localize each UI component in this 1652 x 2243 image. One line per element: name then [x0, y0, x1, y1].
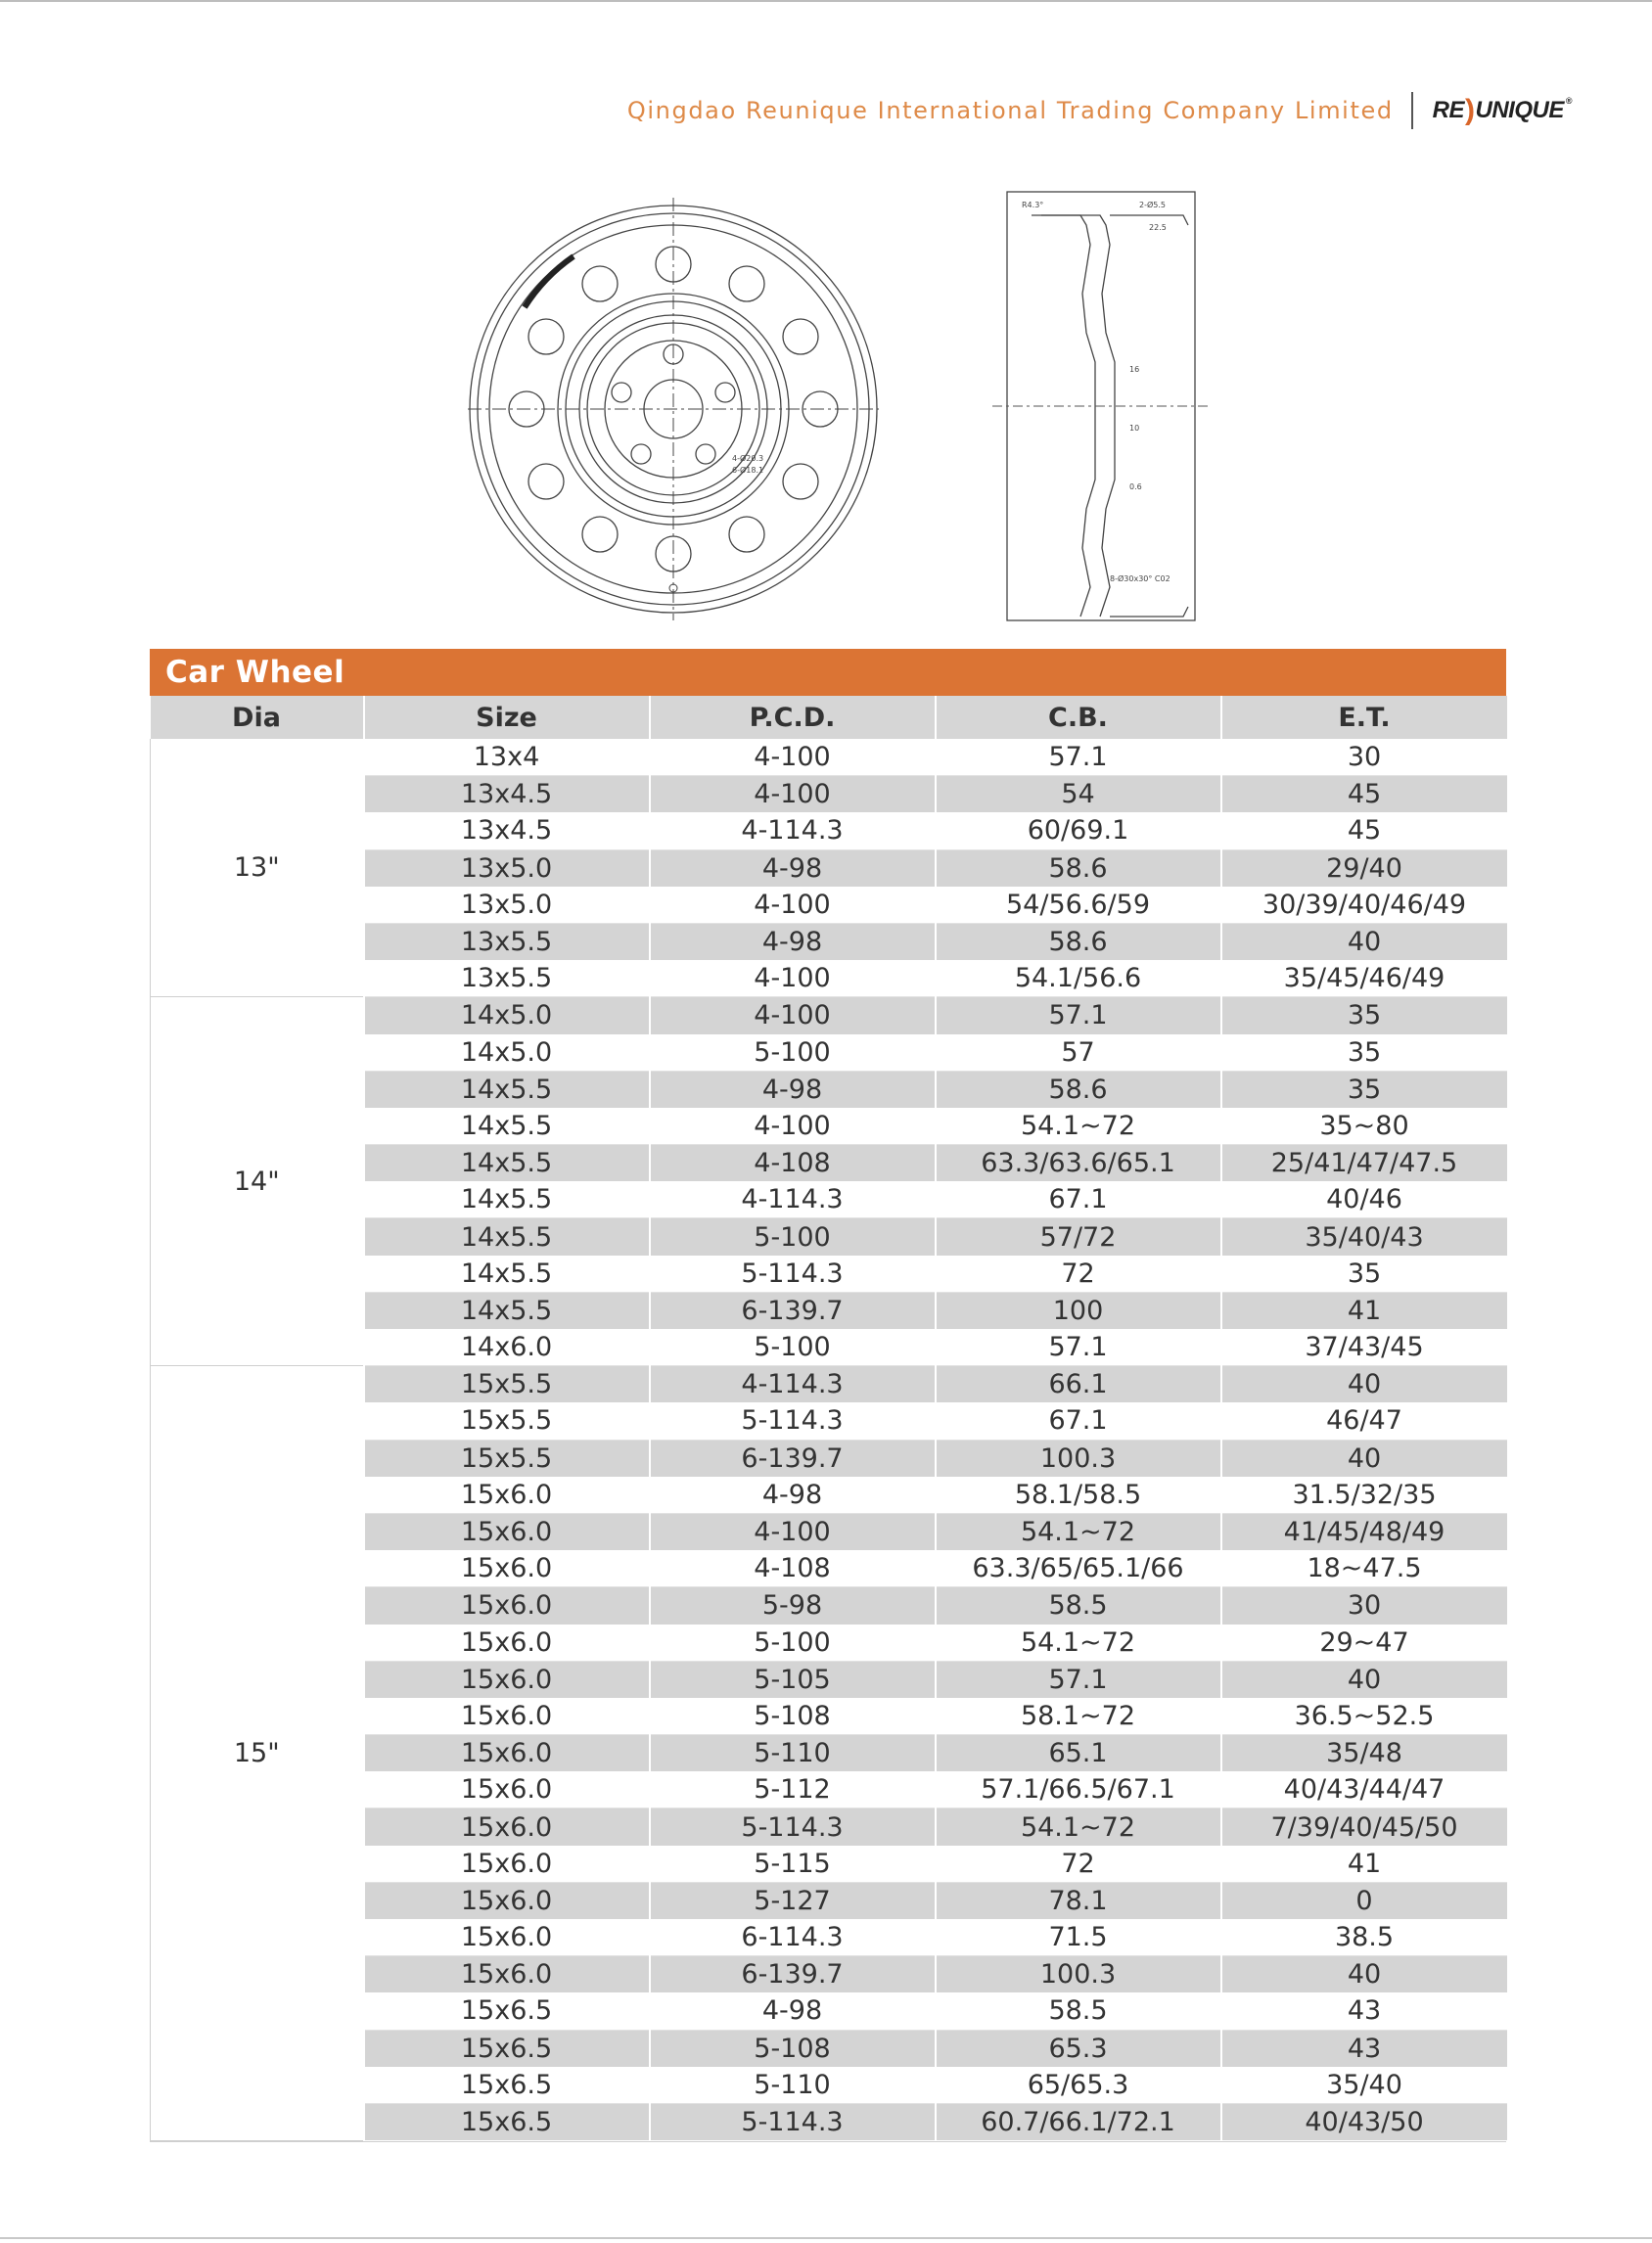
cb-cell: 65.3 — [936, 2030, 1221, 2067]
svg-text:8-Ø30x30° C02: 8-Ø30x30° C02 — [1110, 574, 1170, 583]
size-cell: 15x6.0 — [364, 1698, 650, 1735]
cb-cell: 78.1 — [936, 1882, 1221, 1919]
pcd-cell: 5-100 — [650, 1329, 936, 1366]
size-cell: 15x6.0 — [364, 1956, 650, 1993]
pcd-cell: 4-114.3 — [650, 812, 936, 849]
size-cell: 14x5.5 — [364, 1181, 650, 1218]
et-cell: 31.5/32/35 — [1221, 1477, 1507, 1514]
pcd-cell: 4-100 — [650, 739, 936, 776]
pcd-cell: 5-127 — [650, 1882, 936, 1919]
pcd-cell: 5-100 — [650, 1218, 936, 1256]
pcd-cell: 4-108 — [650, 1145, 936, 1182]
et-cell: 36.5~52.5 — [1221, 1698, 1507, 1735]
size-cell: 13x5.0 — [364, 849, 650, 887]
et-cell: 35/40/43 — [1221, 1218, 1507, 1256]
pcd-cell: 5-98 — [650, 1587, 936, 1625]
cb-cell: 65.1 — [936, 1735, 1221, 1772]
svg-text:2-Ø5.5: 2-Ø5.5 — [1139, 201, 1166, 209]
cb-cell: 100.3 — [936, 1956, 1221, 1993]
cb-cell: 63.3/63.6/65.1 — [936, 1145, 1221, 1182]
cb-cell: 54 — [936, 776, 1221, 813]
size-cell: 13x4.5 — [364, 812, 650, 849]
cb-cell: 100.3 — [936, 1440, 1221, 1477]
car-wheel-spec-table-wrapper — [150, 649, 1506, 2142]
et-cell: 30 — [1221, 1587, 1507, 1625]
et-cell: 46/47 — [1221, 1402, 1507, 1440]
et-cell: 30/39/40/46/49 — [1221, 887, 1507, 924]
size-cell: 13x5.0 — [364, 887, 650, 924]
et-cell: 0 — [1221, 1882, 1507, 1919]
svg-text:16: 16 — [1129, 365, 1140, 374]
et-cell: 40 — [1221, 1956, 1507, 1993]
size-cell: 13x5.5 — [364, 960, 650, 997]
cb-cell: 58.5 — [936, 1587, 1221, 1625]
size-cell: 14x5.0 — [364, 997, 650, 1034]
pcd-cell: 5-110 — [650, 1735, 936, 1772]
cb-cell: 58.6 — [936, 849, 1221, 887]
cb-cell: 57 — [936, 1034, 1221, 1072]
et-cell: 35 — [1221, 1034, 1507, 1072]
size-cell: 14x5.5 — [364, 1108, 650, 1145]
header-divider — [1411, 92, 1413, 129]
pcd-cell: 5-108 — [650, 2030, 936, 2067]
pcd-cell: 4-98 — [650, 923, 936, 960]
size-cell: 15x6.5 — [364, 2030, 650, 2067]
column-header-et: E.T. — [1221, 696, 1507, 739]
svg-text:R4.3°: R4.3° — [1022, 201, 1044, 209]
registered-mark: ® — [1565, 96, 1572, 106]
cb-cell: 72 — [936, 1256, 1221, 1293]
cb-cell: 57/72 — [936, 1218, 1221, 1256]
pcd-cell: 6-114.3 — [650, 1919, 936, 1956]
et-cell: 35~80 — [1221, 1108, 1507, 1145]
logo-text-left: RE — [1432, 97, 1465, 123]
pcd-cell: 5-110 — [650, 2067, 936, 2104]
cb-cell: 57.1/66.5/67.1 — [936, 1771, 1221, 1808]
pcd-cell: 4-98 — [650, 849, 936, 887]
pcd-cell: 5-115 — [650, 1846, 936, 1883]
dia-group-cell: 13" — [151, 739, 364, 997]
size-cell: 15x6.0 — [364, 1625, 650, 1662]
cb-cell: 67.1 — [936, 1181, 1221, 1218]
page-header — [627, 90, 1572, 131]
cb-cell: 54.1~72 — [936, 1808, 1221, 1846]
cb-cell: 54.1/56.6 — [936, 960, 1221, 997]
et-cell: 35/40 — [1221, 2067, 1507, 2104]
pcd-cell: 6-139.7 — [650, 1292, 936, 1329]
column-header-dia: Dia — [151, 696, 364, 739]
top-rule — [0, 0, 1652, 2]
cb-cell: 54/56.6/59 — [936, 887, 1221, 924]
pcd-cell: 4-100 — [650, 776, 936, 813]
cb-cell: 58.1/58.5 — [936, 1477, 1221, 1514]
company-name: Qingdao Reunique International Trading Company Limited — [626, 97, 1394, 124]
car-wheel-spec-table — [150, 696, 1507, 2141]
pcd-cell: 5-114.3 — [650, 1402, 936, 1440]
pcd-cell: 5-112 — [650, 1771, 936, 1808]
pcd-cell: 4-98 — [650, 1477, 936, 1514]
cb-cell: 71.5 — [936, 1919, 1221, 1956]
pcd-cell: 5-105 — [650, 1661, 936, 1698]
table-header-row — [151, 696, 1507, 739]
column-header-pcd: P.C.D. — [650, 696, 936, 739]
svg-text:22.5: 22.5 — [1149, 223, 1167, 232]
cb-cell: 67.1 — [936, 1402, 1221, 1440]
cb-cell: 54.1~72 — [936, 1625, 1221, 1662]
cb-cell: 58.1~72 — [936, 1698, 1221, 1735]
wheel-section-view-drawing — [992, 186, 1210, 626]
size-cell: 15x6.0 — [364, 1477, 650, 1514]
pcd-cell: 4-100 — [650, 960, 936, 997]
cb-cell: 72 — [936, 1846, 1221, 1883]
dia-group-cell: 15" — [151, 1366, 364, 2140]
et-cell: 41 — [1221, 1292, 1507, 1329]
size-cell: 14x5.5 — [364, 1145, 650, 1182]
cb-cell: 57.1 — [936, 1329, 1221, 1366]
et-cell: 41/45/48/49 — [1221, 1513, 1507, 1550]
size-cell: 15x5.5 — [364, 1402, 650, 1440]
dia-group-cell: 14" — [151, 997, 364, 1366]
cb-cell: 66.1 — [936, 1366, 1221, 1403]
pcd-cell: 6-139.7 — [650, 1956, 936, 1993]
cb-cell: 57.1 — [936, 1661, 1221, 1698]
pcd-cell: 4-100 — [650, 997, 936, 1034]
et-cell: 18~47.5 — [1221, 1550, 1507, 1587]
cb-cell: 57.1 — [936, 997, 1221, 1034]
et-cell: 25/41/47/47.5 — [1221, 1145, 1507, 1182]
et-cell: 37/43/45 — [1221, 1329, 1507, 1366]
et-cell: 29~47 — [1221, 1625, 1507, 1662]
size-cell: 15x6.0 — [364, 1846, 650, 1883]
pcd-cell: 5-114.3 — [650, 1256, 936, 1293]
size-cell: 13x4 — [364, 739, 650, 776]
et-cell: 40/43/50 — [1221, 2103, 1507, 2140]
et-cell: 35 — [1221, 997, 1507, 1034]
size-cell: 13x5.5 — [364, 923, 650, 960]
wheel-front-view-drawing — [468, 192, 879, 626]
table-body — [151, 739, 1507, 2140]
bottom-rule — [0, 2237, 1652, 2239]
et-cell: 40/43/44/47 — [1221, 1771, 1507, 1808]
pcd-cell: 5-114.3 — [650, 1808, 936, 1846]
size-cell: 14x5.0 — [364, 1034, 650, 1072]
pcd-cell: 5-108 — [650, 1698, 936, 1735]
cb-cell: 60/69.1 — [936, 812, 1221, 849]
pcd-cell: 5-100 — [650, 1625, 936, 1662]
et-cell: 35/48 — [1221, 1735, 1507, 1772]
size-cell: 15x6.0 — [364, 1735, 650, 1772]
cb-cell: 65/65.3 — [936, 2067, 1221, 2104]
et-cell: 38.5 — [1221, 1919, 1507, 1956]
table-title-banner: Car Wheel — [150, 649, 1506, 696]
cb-cell: 58.5 — [936, 1992, 1221, 2030]
size-cell: 15x6.0 — [364, 1587, 650, 1625]
cb-cell: 63.3/65/65.1/66 — [936, 1550, 1221, 1587]
size-cell: 14x5.5 — [364, 1256, 650, 1293]
et-cell: 7/39/40/45/50 — [1221, 1808, 1507, 1846]
cb-cell: 58.6 — [936, 1071, 1221, 1108]
et-cell: 45 — [1221, 812, 1507, 849]
size-cell: 15x6.0 — [364, 1808, 650, 1846]
pcd-cell: 4-114.3 — [650, 1181, 936, 1218]
pcd-cell: 4-98 — [650, 1071, 936, 1108]
et-cell: 30 — [1221, 739, 1507, 776]
et-cell: 40/46 — [1221, 1181, 1507, 1218]
et-cell: 41 — [1221, 1846, 1507, 1883]
svg-text:0.6: 0.6 — [1129, 482, 1142, 491]
size-cell: 15x5.5 — [364, 1366, 650, 1403]
size-cell: 14x5.5 — [364, 1071, 650, 1108]
pcd-cell: 4-100 — [650, 887, 936, 924]
size-cell: 14x5.5 — [364, 1292, 650, 1329]
size-cell: 15x6.0 — [364, 1771, 650, 1808]
table-row — [151, 1366, 1507, 1403]
cb-cell: 54.1~72 — [936, 1513, 1221, 1550]
size-cell: 14x6.0 — [364, 1329, 650, 1366]
size-cell: 14x5.5 — [364, 1218, 650, 1256]
logo-swoosh-icon: ) — [1465, 94, 1475, 126]
svg-text:6-Ø18.1: 6-Ø18.1 — [732, 466, 764, 475]
size-cell: 15x6.0 — [364, 1661, 650, 1698]
pcd-cell: 5-114.3 — [650, 2103, 936, 2140]
size-cell: 15x6.0 — [364, 1513, 650, 1550]
pcd-cell: 4-98 — [650, 1992, 936, 2030]
size-cell: 15x6.5 — [364, 2103, 650, 2140]
cb-cell: 58.6 — [936, 923, 1221, 960]
pcd-cell: 6-139.7 — [650, 1440, 936, 1477]
size-cell: 15x6.0 — [364, 1550, 650, 1587]
et-cell: 40 — [1221, 1440, 1507, 1477]
et-cell: 45 — [1221, 776, 1507, 813]
pcd-cell: 5-100 — [650, 1034, 936, 1072]
size-cell: 13x4.5 — [364, 776, 650, 813]
cb-cell: 100 — [936, 1292, 1221, 1329]
table-row — [151, 997, 1507, 1034]
size-cell: 15x6.5 — [364, 1992, 650, 2030]
pcd-cell: 4-114.3 — [650, 1366, 936, 1403]
cb-cell: 54.1~72 — [936, 1108, 1221, 1145]
brand-logo — [1433, 96, 1572, 125]
column-header-size: Size — [364, 696, 650, 739]
pcd-cell: 4-100 — [650, 1513, 936, 1550]
svg-text:4-Ø20.3: 4-Ø20.3 — [732, 454, 764, 463]
column-header-cb: C.B. — [936, 696, 1221, 739]
size-cell: 15x5.5 — [364, 1440, 650, 1477]
table-bottom-rule — [150, 2141, 1506, 2142]
logo-text-right: UNIQUE — [1475, 97, 1564, 123]
et-cell: 40 — [1221, 1661, 1507, 1698]
et-cell: 43 — [1221, 1992, 1507, 2030]
pcd-cell: 4-100 — [650, 1108, 936, 1145]
et-cell: 35/45/46/49 — [1221, 960, 1507, 997]
et-cell: 35 — [1221, 1256, 1507, 1293]
pcd-cell: 4-108 — [650, 1550, 936, 1587]
et-cell: 40 — [1221, 1366, 1507, 1403]
cb-cell: 57.1 — [936, 739, 1221, 776]
et-cell: 40 — [1221, 923, 1507, 960]
size-cell: 15x6.5 — [364, 2067, 650, 2104]
et-cell: 35 — [1221, 1071, 1507, 1108]
size-cell: 15x6.0 — [364, 1882, 650, 1919]
svg-text:10: 10 — [1129, 424, 1140, 433]
cb-cell: 60.7/66.1/72.1 — [936, 2103, 1221, 2140]
et-cell: 29/40 — [1221, 849, 1507, 887]
size-cell: 15x6.0 — [364, 1919, 650, 1956]
et-cell: 43 — [1221, 2030, 1507, 2067]
table-row — [151, 739, 1507, 776]
